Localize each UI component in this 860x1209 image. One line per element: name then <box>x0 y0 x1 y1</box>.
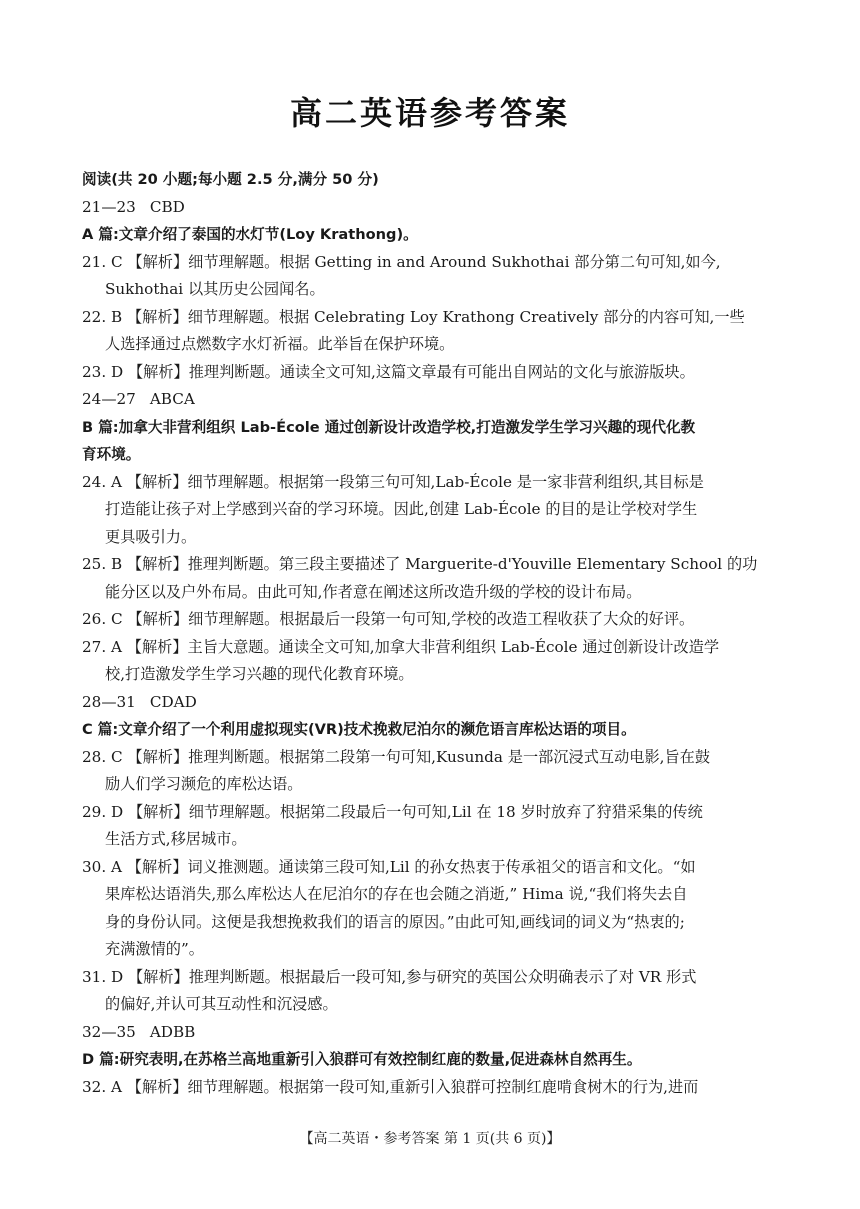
explanation-line: 31. D 【解析】推理判断题。根据最后一段可知,参与研究的英国公众明确表示了对 VR 形式 <box>82 967 697 986</box>
explanation-line: 励人们学习濒危的库松达语。 <box>105 775 303 793</box>
section-header: 阅读(共 20 小题;每小题 2.5 分,满分 50 分) <box>82 171 379 188</box>
explanation-line: 能分区以及户外布局。由此可知,作者意在阐述这所改造升级的学校的设计布局。 <box>105 582 642 601</box>
answer-range: 28—31 <box>82 692 136 711</box>
answer-range: 32—35 <box>82 1022 136 1041</box>
passage-summary: C 篇:文章介绍了一个利用虚拟现实(VR)技术挽救尼泊尔的濒危语言库松达语的项目。 <box>82 721 636 738</box>
explanation-line: 24. A 【解析】细节理解题。根据第一段第三句可知,Lab-École 是一家非营利组织,其目标是 <box>82 472 704 491</box>
page-footer: 【高二英语・参考答案 第 1 页(共 6 页)】 <box>299 1131 561 1147</box>
explanation-line: 21. C 【解析】细节理解题。根据 Getting in and Around Sukhothai 部分第二句可知,如今, <box>82 252 721 271</box>
explanation-line: 32. A 【解析】细节理解题。根据第一段可知,重新引入狼群可控制红鹿啃食树木的行为,进而 <box>82 1077 699 1096</box>
passage-summary: 育环境。 <box>82 446 141 463</box>
answer-letters: ADBB <box>149 1022 196 1041</box>
answer-letters: CDAD <box>149 692 197 711</box>
answer-letters: CBD <box>149 197 185 216</box>
explanation-line: 充满激情的”。 <box>105 940 204 958</box>
answer-range-row <box>82 1019 782 1047</box>
answer-range-row <box>82 689 782 717</box>
explanation-line: 人选择通过点燃数字水灯祈福。此举旨在保护环境。 <box>105 335 455 353</box>
explanation-line: 生活方式,移居城市。 <box>105 830 247 848</box>
explanation-line: 26. C 【解析】细节理解题。根据最后一段第一句可知,学校的改造工程收获了大众的好评。 <box>82 610 695 628</box>
explanation-line: 28. C 【解析】推理判断题。根据第二段第一句可知,Kusunda 是一部沉浸式互动电影,旨在鼓 <box>82 747 711 766</box>
explanation-line: 打造能让孩子对上学感到兴奋的学习环境。因此,创建 Lab-École 的目的是让学校对学生 <box>105 500 698 518</box>
explanation-line: 22. B 【解析】细节理解题。根据 Celebrating Loy Krathong Creatively 部分的内容可知,一些 <box>82 307 745 326</box>
explanation-line: 身的身份认同。这便是我想挽救我们的语言的原因。”由此可知,画线词的词义为“热衷的; <box>105 912 685 931</box>
passage-summary: A 篇:文章介绍了泰国的水灯节(Loy Krathong)。 <box>82 226 418 243</box>
answer-range: 24—27 <box>82 390 136 408</box>
passage-summary: B 篇:加拿大非营利组织 Lab-École 通过创新设计改造学校,打造激发学生学习兴趣的现代化教 <box>82 418 696 436</box>
explanation-line: 校,打造激发学生学习兴趣的现代化教育环境。 <box>105 665 414 683</box>
answer-range-row <box>82 194 782 222</box>
explanation-line: 29. D 【解析】细节理解题。根据第二段最后一句可知,Lil 在 18 岁时放弃了狩猎采集的传统 <box>82 802 703 821</box>
explanation-line: 的偏好,并认可其互动性和沉浸感。 <box>105 995 338 1013</box>
passage-summary: D 篇:研究表明,在苏格兰高地重新引入狼群可有效控制红鹿的数量,促进森林自然再生。 <box>82 1051 642 1068</box>
explanation-line: 27. A 【解析】主旨大意题。通读全文可知,加拿大非营利组织 Lab-École 通过创新设计改造学 <box>82 637 720 656</box>
explanation-line: 30. A 【解析】词义推测题。通读第三段可知,Lil 的孙女热衷于传承祖父的语言和文化。“如 <box>82 857 696 876</box>
page-title: 高二英语参考答案 <box>289 94 570 132</box>
answer-letters: ABCA <box>149 390 195 408</box>
answer-body <box>82 166 782 1101</box>
explanation-line: 果库松达语消失,那么库松达人在尼泊尔的存在也会随之消逝,” Hima 说,“我们将失去自 <box>105 885 688 903</box>
answer-range: 21—23 <box>82 197 136 216</box>
explanation-line: 23. D 【解析】推理判断题。通读全文可知,这篇文章最有可能出自网站的文化与旅游版块。 <box>82 362 695 381</box>
explanation-line: 更具吸引力。 <box>105 527 197 546</box>
explanation-line: Sukhothai 以其历史公园闻名。 <box>105 280 325 298</box>
explanation-line: 25. B 【解析】推理判断题。第三段主要描述了 Marguerite-d'Youville Elementary School 的功 <box>82 555 758 573</box>
answer-range-row <box>82 386 782 414</box>
